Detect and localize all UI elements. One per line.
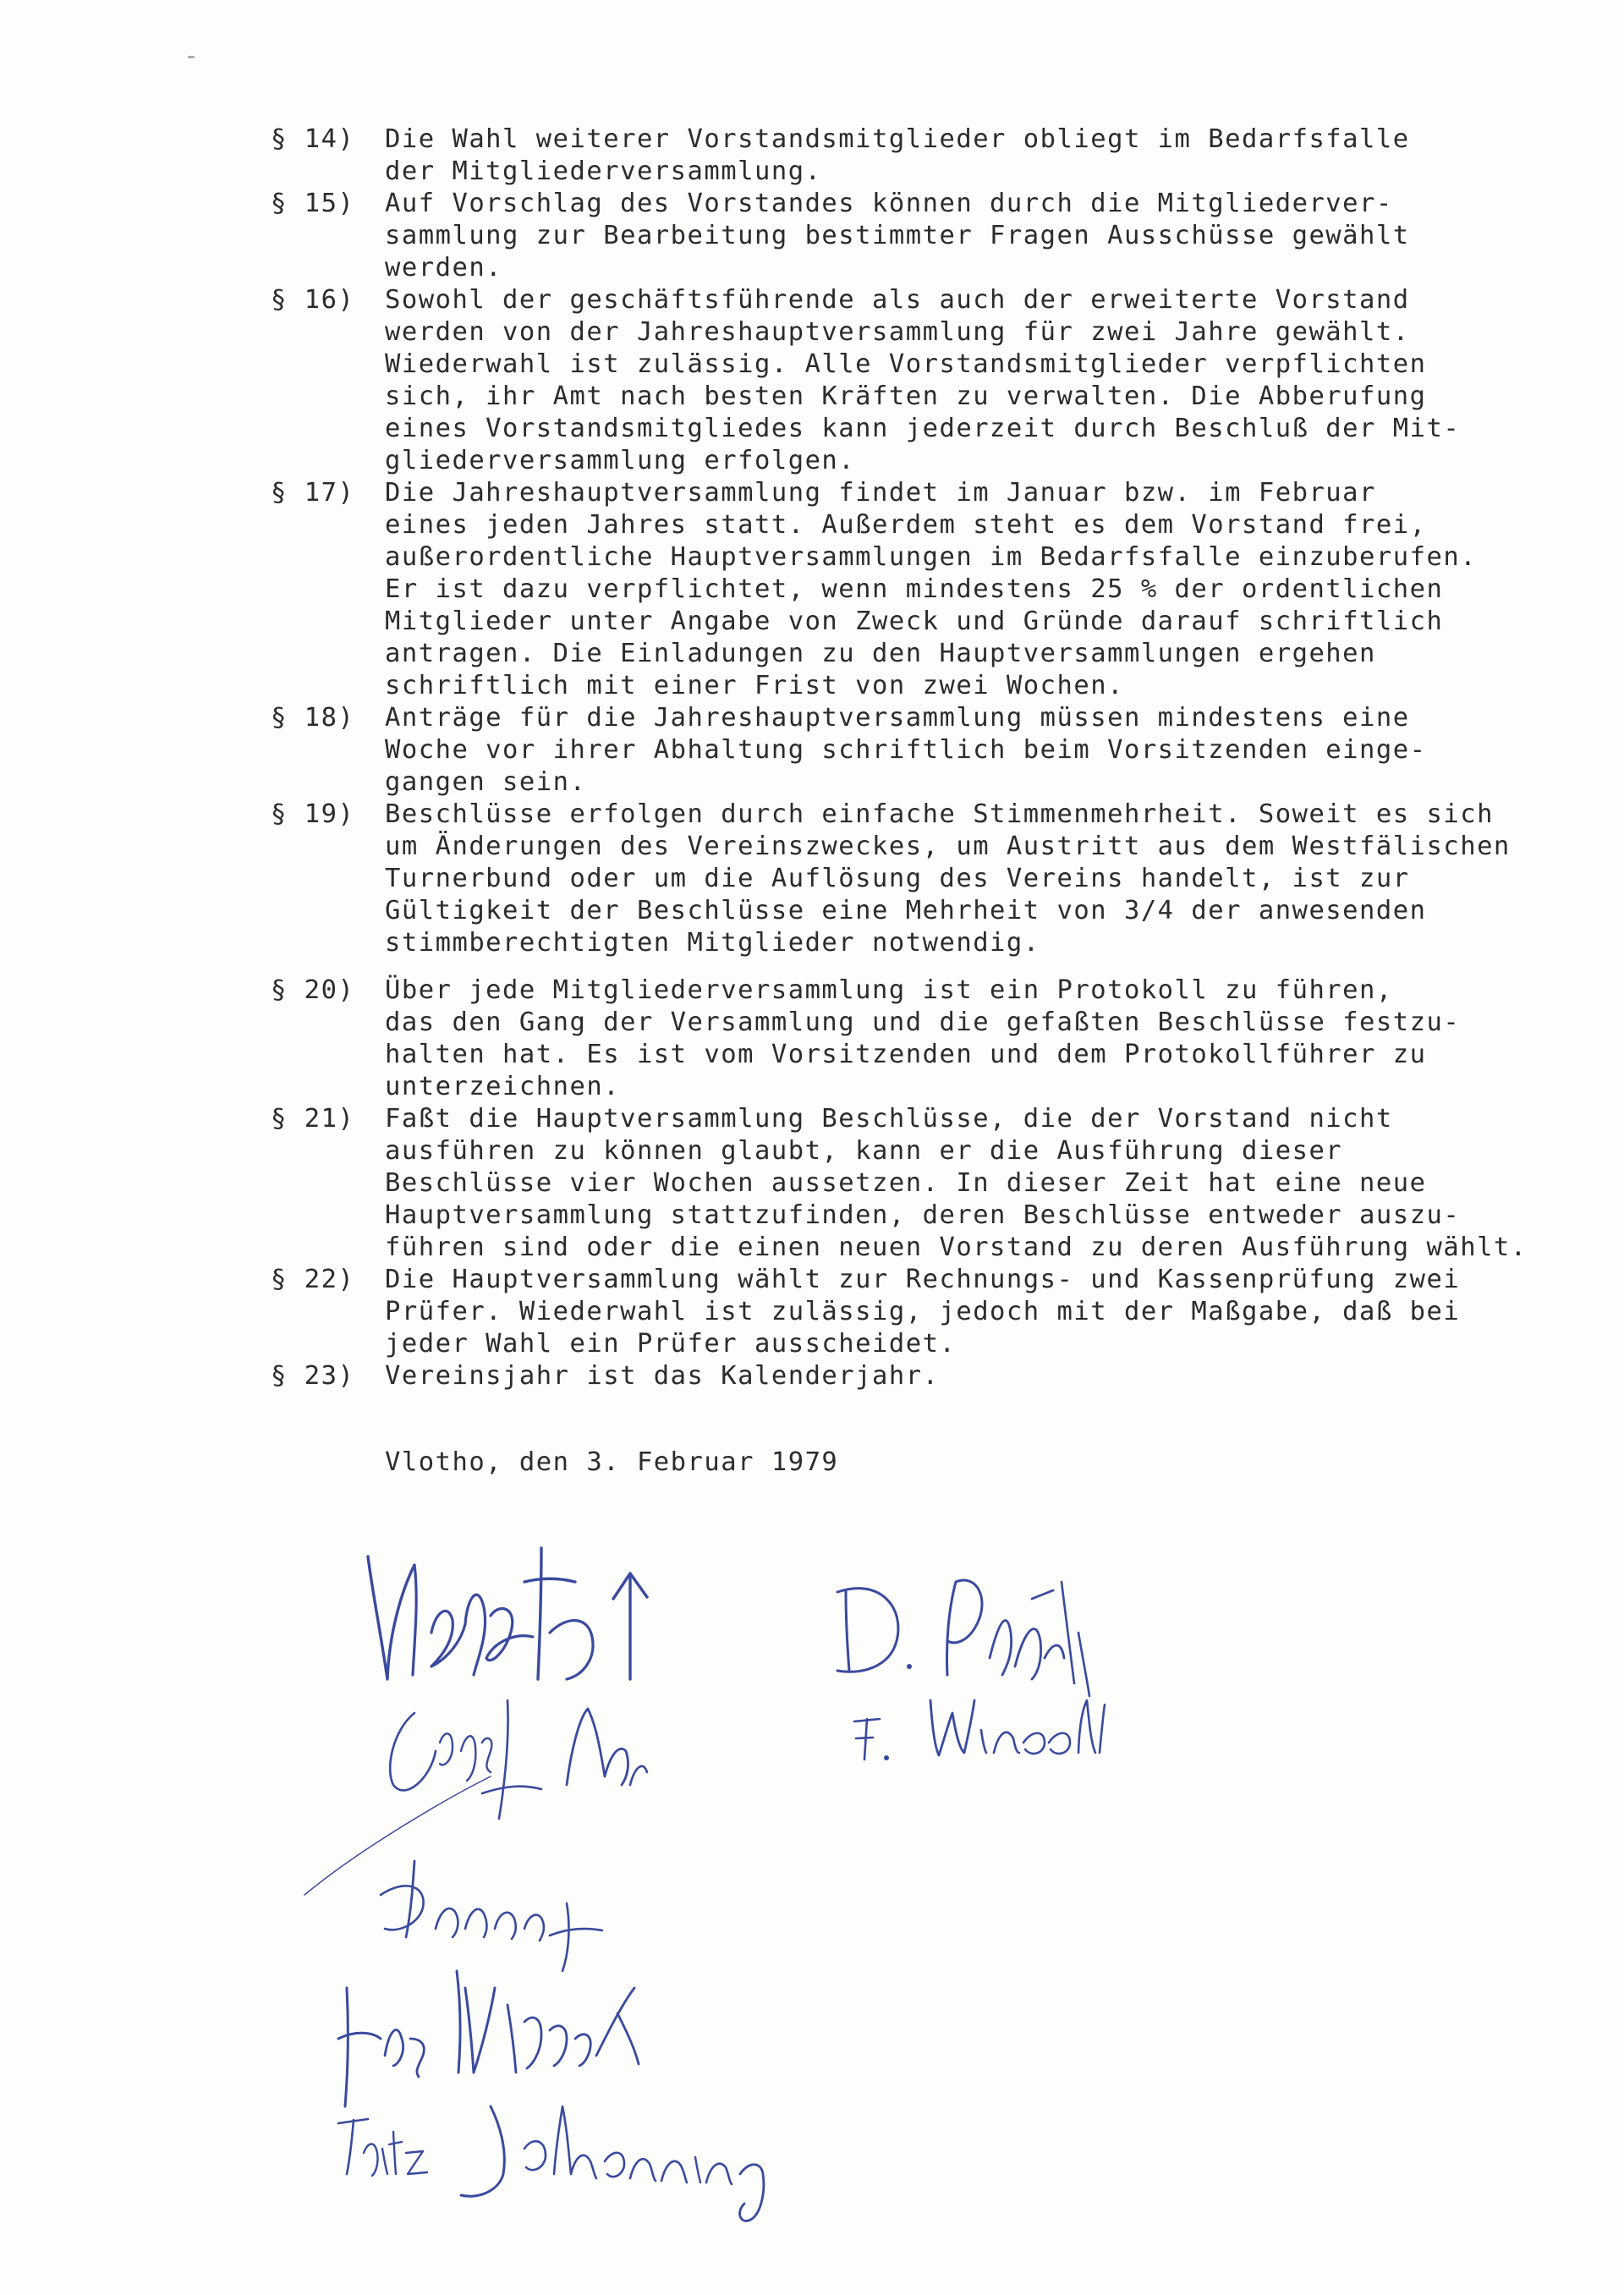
signature-6	[338, 1971, 639, 2106]
paragraph-line: Die Jahreshauptversammlung findet im Januar bzw. im Februar	[385, 478, 1376, 508]
paragraph-line: Prüfer. Wiederwahl ist zulässig, jedoch mit der Maßgabe, daß bei	[385, 1297, 1461, 1326]
paragraph-line: gliederversammlung erfolgen.	[385, 446, 856, 475]
place-and-date: Vlotho, den 3. Februar 1979	[385, 1447, 839, 1477]
paragraph-line: Die Hauptversammlung wählt zur Rechnungs- und Kassenprüfung zwei	[385, 1265, 1461, 1294]
paragraph-23	[271, 1360, 1624, 1392]
paragraph-17	[271, 477, 1624, 702]
paragraph-line: Mitglieder unter Angabe von Zweck und Gründe darauf schriftlich	[385, 607, 1444, 636]
paragraph-number: § 18)	[271, 703, 355, 733]
signatures-drawing	[288, 1531, 1218, 2225]
paragraph-number: § 20)	[271, 975, 355, 1005]
paragraph-18	[271, 702, 1624, 799]
paragraph-line: werden von der Jahreshauptversammlung für zwei Jahre gewählt.	[385, 317, 1410, 347]
paragraph-line: werden.	[385, 253, 503, 283]
paragraph-line: Anträge für die Jahreshauptversammlung müssen mindestens eine	[385, 703, 1410, 733]
paragraph-15	[271, 188, 1624, 284]
paragraph-number: § 22)	[271, 1265, 355, 1294]
paragraph-line: Gültigkeit der Beschlüsse eine Mehrheit von 3/4 der anwesenden	[385, 896, 1427, 925]
paragraph-number: § 21)	[271, 1104, 355, 1134]
paragraph-line: ausführen zu können glaubt, kann er die Ausführung dieser	[385, 1136, 1343, 1166]
signature-block	[288, 1531, 1218, 2225]
paragraph-line: Auf Vorschlag des Vorstandes können durch die Mitgliederver-	[385, 189, 1393, 218]
paragraph-number: § 17)	[271, 478, 355, 508]
statute-paragraphs	[271, 124, 1624, 1392]
paragraph-line: eines Vorstandsmitgliedes kann jederzeit durch Beschluß der Mit-	[385, 414, 1461, 443]
paragraph-number: § 14)	[271, 124, 355, 154]
paragraph-line: um Änderungen des Vereinszweckes, um Austritt aus dem Westfälischen	[385, 832, 1511, 861]
paragraph-line: sich, ihr Amt nach besten Kräften zu verwalten. Die Abberufung	[385, 382, 1427, 411]
paragraph-line: stimmberechtigten Mitglieder notwendig.	[385, 928, 1040, 958]
paragraph-number: § 15)	[271, 189, 355, 218]
paragraph-line: der Mitgliederversammlung.	[385, 156, 822, 186]
paragraph-line: halten hat. Es ist vom Vorsitzenden und dem Protokollführer zu	[385, 1040, 1427, 1069]
paragraph-16	[271, 284, 1624, 477]
paragraph-line: Er ist dazu verpflichtet, wenn mindestens 25 % der ordentlichen	[385, 574, 1444, 604]
paragraph-line: schriftlich mit einer Frist von zwei Wochen.	[385, 671, 1124, 700]
paragraph-line: Beschlüsse vier Wochen aussetzen. In dieser Zeit hat eine neue	[385, 1168, 1427, 1198]
paragraph-14	[271, 124, 1624, 188]
paragraph-line: das den Gang der Versammlung und die gefaßten Beschlüsse festzu-	[385, 1007, 1461, 1037]
paper-speck	[188, 56, 195, 58]
paragraph-line: unterzeichnen.	[385, 1072, 621, 1101]
paragraph-line: Die Wahl weiterer Vorstandsmitglieder obliegt im Bedarfsfalle	[385, 124, 1410, 154]
paragraph-number: § 19)	[271, 799, 355, 829]
paragraph-19	[271, 799, 1624, 959]
signature-4	[304, 1700, 647, 1895]
paragraph-line: Sowohl der geschäftsführende als auch der erweiterte Vorstand	[385, 285, 1410, 315]
paragraph-line: Beschlüsse erfolgen durch einfache Stimmenmehrheit. Soweit es sich	[385, 799, 1494, 829]
paragraph-line: Faßt die Hauptversammlung Beschlüsse, die der Vorstand nicht	[385, 1104, 1393, 1134]
paragraph-line: eines jeden Jahres statt. Außerdem steht es dem Vorstand frei,	[385, 510, 1427, 540]
signature-5	[381, 1861, 602, 1971]
paragraph-line: Vereinsjahr ist das Kalenderjahr.	[385, 1361, 940, 1391]
paragraph-number: § 23)	[271, 1361, 355, 1391]
paragraph-22	[271, 1264, 1624, 1360]
paragraph-line: jeder Wahl ein Prüfer ausscheidet.	[385, 1329, 957, 1359]
paragraph-line: Über jede Mitgliederversammlung ist ein Protokoll zu führen,	[385, 975, 1393, 1005]
paragraph-line: Woche vor ihrer Abhaltung schriftlich beim Vorsitzenden einge-	[385, 735, 1427, 765]
paragraph-line: gangen sein.	[385, 767, 587, 797]
paragraph-line: antragen. Die Einladungen zu den Hauptversammlungen ergehen	[385, 639, 1376, 668]
paragraph-line: Turnerbund oder um die Auflösung des Vereins handelt, ist zur	[385, 864, 1410, 893]
paragraph-line: Hauptversammlung stattzufinden, deren Beschlüsse entweder auszu-	[385, 1200, 1461, 1230]
paragraph-line: Wiederwahl ist zulässig. Alle Vorstandsmitglieder verpflichten	[385, 349, 1427, 379]
signature-1	[368, 1548, 647, 1679]
paragraph-number: § 16)	[271, 285, 355, 315]
paragraph-21	[271, 1103, 1624, 1264]
signature-7	[338, 2106, 764, 2221]
paragraph-line: führen sind oder die einen neuen Vorstand zu deren Ausführung wählt.	[385, 1233, 1528, 1262]
signature-2	[837, 1580, 1089, 1696]
paragraph-line: sammlung zur Bearbeitung bestimmter Fragen Ausschüsse gewählt	[385, 221, 1410, 250]
signature-3	[854, 1700, 1105, 1760]
paragraph-line: außerordentliche Hauptversammlungen im Bedarfsfalle einzuberufen.	[385, 542, 1478, 572]
paragraph-20	[271, 975, 1624, 1103]
